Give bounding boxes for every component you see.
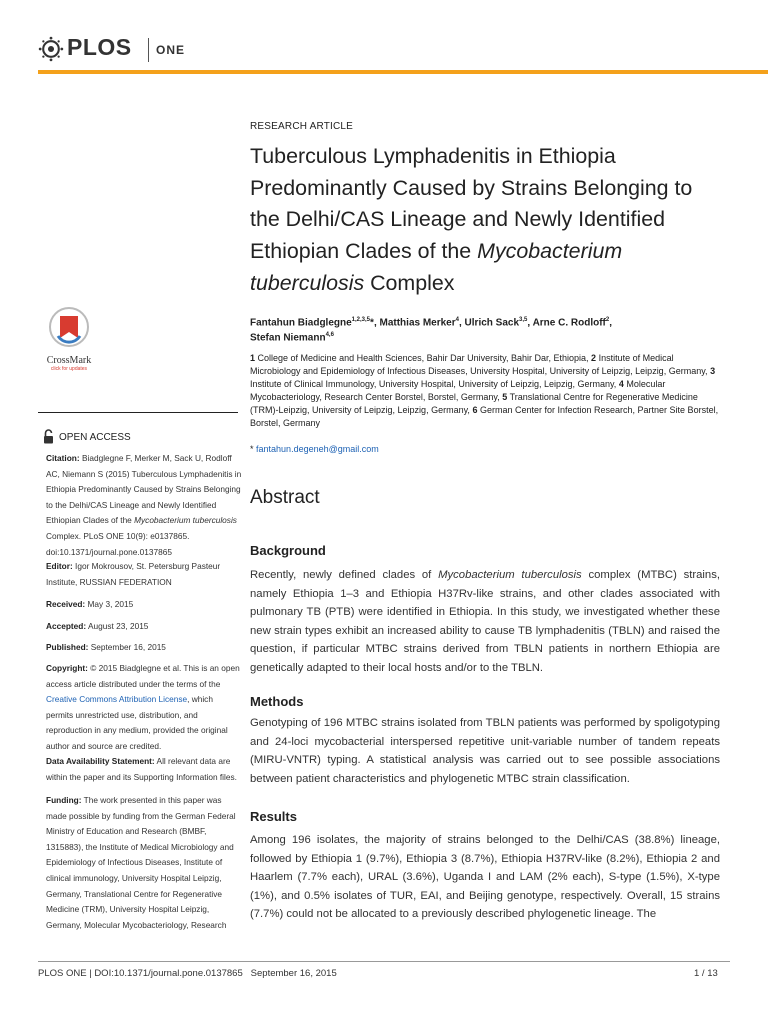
citation-block: [46, 451, 242, 560]
copyright-label: Copyright:: [46, 663, 88, 673]
results-text: Among 196 isolates, the majority of strains belonged to the Delhi/CAS (38.8%) lineage, followed by Ethiopia 1 (9.7%), Ethiopia 3 (8.7%), Ethiopia H37RV-like (8.2%), Ethiopia 2 and Haarlem (7.7% each), URAL (3.6%), Uganda I and LAM (2% each), S-type (1.5%), X-type (1%), and 0.5% isolates of TUR, EAI, and Beijing genotype, respectively. Overall, 15 strains (7.7%) could not be allocated to a previously described phylogenetic lineage. The: [250, 834, 720, 920]
accepted-date: August 23, 2015: [87, 621, 149, 631]
affiliation-number: 5: [502, 392, 508, 402]
funding-text: The work presented in this paper was made possible by funding from the German Federal Ministry of Education and Research (BMBF, 1315883), the Institute of Medical Microbiology and Epidemiology of Infectious Diseases, Institute of clinical immunology, University Hospital Leipzig, Germany, Translational Centre for Regenerative Medicine (TRM), University Hospital Leipzig, Germany, Molecular Mycobacteriology, Research: [46, 795, 236, 930]
received-block: [46, 597, 242, 613]
data-availability-label: Data Availability Statement:: [46, 756, 155, 766]
affiliation-number: 3: [710, 366, 716, 376]
citation-label: Citation:: [46, 453, 80, 463]
affiliation-number: 1: [250, 353, 256, 363]
methods-text: Genotyping of 196 MTBC strains isolated from TBLN patients was performed by spoligotyping and 24-loci mycobacterial interspersed repetitive unit-variable number of tandem repeats (MIRU-VNTR) typing. A statistical analysis was carried out to see possible associations between patient characteristics and phylogenetic MTBC strain classification.: [250, 717, 720, 785]
author-affiliation-sup: 4: [455, 317, 459, 323]
sidebar-divider: [38, 412, 238, 413]
author-affiliation-sup: 2: [605, 317, 610, 323]
copyright-text-end: , which permits unrestricted use, distribution, and reproduction in any medium, provided the original author and source are credited.: [46, 694, 228, 751]
crossmark-label: CrossMark: [46, 355, 92, 366]
accepted-block: [46, 619, 242, 635]
author-separator: ,: [609, 317, 613, 329]
article-type: RESEARCH ARTICLE: [250, 121, 354, 132]
article-title: [250, 141, 720, 300]
email-marker: *: [250, 444, 254, 454]
header-accent-bar: [38, 70, 768, 74]
background-text-end: complex (MTBC) strains, namely Ethiopia 1–3 and Ethiopia H37Rv-like strains, and other clades associated with pulmonary TB (PTB) were identified in Ethiopia. In this study, we investigated whether these new strain types exhibit an increased ability to cause TB lymphadenitis (TBLN) and raised the question, if particular MTBC strains derived from TBLN patients in northern Ethiopia are genetically adapted to their local hosts and/or to the TBLN.: [250, 569, 721, 674]
data-availability-text: All relevant data are within the paper and its Supporting Information files.: [46, 756, 237, 782]
methods-heading: Methods: [250, 694, 304, 709]
affiliation-list: [250, 352, 720, 430]
author-affiliation-sup: 3,5: [519, 317, 528, 323]
affiliation-text: Institute of Clinical Immunology, University Hospital, University of Leipzig, Leipzig, Germany,: [250, 379, 617, 389]
copyright-text: © 2015 Biadglegne et al. This is an open access article distributed under the terms of the: [46, 663, 240, 689]
affiliation-text: Translational Centre for Regenerative Medicine (TRM)-Leipzig, University of Leipzig, Leipzig, Germany,: [250, 392, 698, 415]
abstract-heading: Abstract: [250, 487, 320, 508]
license-link[interactable]: Creative Commons Attribution License: [46, 694, 188, 705]
background-text-part: Recently, newly defined clades of: [250, 569, 439, 581]
editor-label: Editor:: [46, 561, 73, 571]
page-number: 1 / 13: [694, 968, 718, 979]
copyright-block: [46, 661, 242, 755]
footer-citation: PLOS ONE | DOI:10.1371/journal.pone.0137865 September 16, 2015: [38, 968, 337, 979]
citation-italic: Mycobacterium tuberculosis: [134, 515, 237, 526]
published-date: September 16, 2015: [90, 642, 166, 652]
citation-text: Biadglegne F, Merker M, Sack U, Rodloff AC, Niemann S (2015) Tuberculous Lymphadenitis in Ethiopia Predominantly Caused by Strains Belonging to the Delhi/CAS Lineage and Newly Identified Ethiopian Clades of the: [46, 453, 242, 526]
open-access-label: OPEN ACCESS: [59, 432, 131, 443]
affiliation-number: 4: [618, 379, 624, 389]
affiliation-text: College of Medicine and Health Sciences, Bahir Dar University, Bahir Dar, Ethiopia,: [257, 353, 589, 363]
author-name[interactable]: Ulrich Sack: [464, 317, 520, 329]
author-separator: ,: [458, 317, 465, 329]
journal-name[interactable]: ONE: [156, 43, 186, 57]
author-name[interactable]: Stefan Niemann: [250, 332, 326, 344]
title-text-end: Complex: [364, 270, 455, 295]
author-name[interactable]: Arne C. Rodloff: [532, 317, 606, 329]
affiliation-number: 6: [472, 405, 478, 415]
corresponding-email[interactable]: [250, 444, 379, 454]
funding-block: [46, 793, 242, 933]
received-date: May 3, 2015: [87, 599, 134, 609]
author-separator: ,: [373, 317, 380, 329]
title-italic: Mycobacterium tuberculosis: [250, 239, 623, 295]
received-label: Received:: [46, 599, 86, 609]
author-separator: ,: [527, 317, 533, 329]
funding-label: Funding:: [46, 795, 82, 805]
affiliation-text: German Center for Infection Research, Partner Site Borstel, Borstel, Germany: [250, 405, 719, 428]
editor-text: Igor Mokrousov, St. Petersburg Pasteur Institute, RUSSIAN FEDERATION: [46, 561, 221, 587]
plos-logo-icon[interactable]: [38, 36, 64, 62]
logo-divider: [148, 38, 149, 62]
email-link[interactable]: fantahun.degeneh@gmail.com: [256, 444, 379, 454]
corresponding-marker: *: [370, 317, 374, 329]
author-name[interactable]: Matthias Merker: [379, 317, 456, 329]
author-list: [250, 314, 720, 345]
affiliation-text: Molecular Mycobacteriology, Research Center Borstel, Borstel, Germany,: [250, 379, 666, 402]
accepted-label: Accepted:: [46, 621, 87, 631]
plos-wordmark[interactable]: PLOS: [67, 34, 132, 60]
published-label: Published:: [46, 642, 89, 652]
citation-text-end: Complex. PLoS ONE 10(9): e0137865. doi:10.1371/journal.pone.0137865: [46, 530, 190, 557]
background-italic: Mycobacterium tuberculosis: [438, 569, 582, 581]
author-name[interactable]: Fantahun Biadglegne: [250, 317, 352, 329]
affiliation-text: Institute of Medical Microbiology and Epidemiology of Infectious Diseases, University Hospital, University of Leipzig, Leipzig, Germany,: [250, 353, 708, 376]
title-text: Tuberculous Lymphadenitis in Ethiopia Predominantly Caused by Strains Belonging to the Delhi/CAS Lineage and Newly Identified Ethiopian Clades of the: [250, 144, 693, 264]
published-block: [46, 640, 242, 656]
data-availability-block: [46, 754, 242, 785]
editor-block: [46, 559, 242, 590]
author-affiliation-sup: 1,2,3,5: [351, 317, 371, 323]
crossmark-badge[interactable]: [40, 306, 98, 374]
footer-divider: [38, 961, 730, 962]
affiliation-number: 2: [591, 353, 597, 363]
open-access-lock-icon: [43, 429, 54, 444]
background-heading: Background: [250, 543, 326, 558]
results-heading: Results: [250, 809, 297, 824]
crossmark-sublabel: click for updates: [50, 366, 88, 372]
background-text: [250, 566, 720, 677]
crossmark-icon: [40, 306, 98, 352]
author-affiliation-sup: 4,6: [325, 332, 334, 339]
